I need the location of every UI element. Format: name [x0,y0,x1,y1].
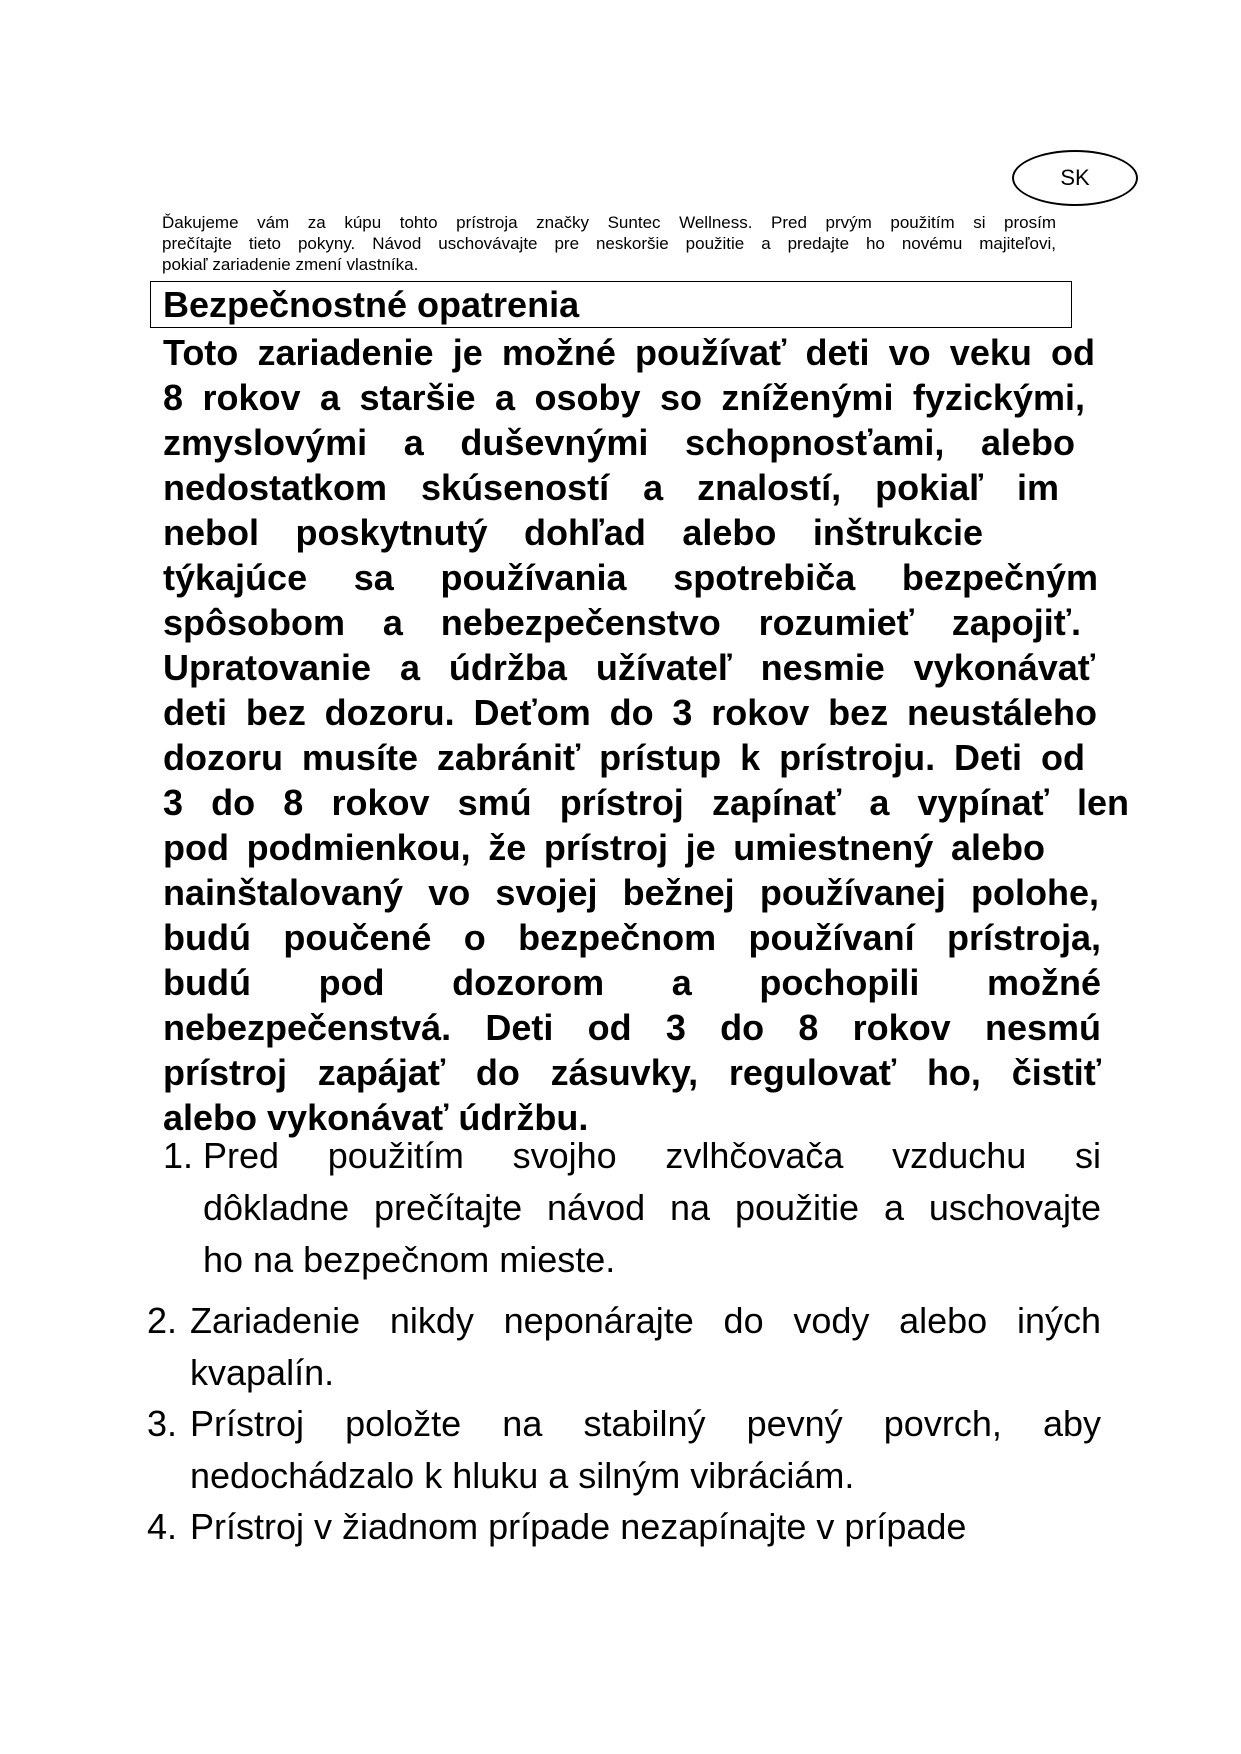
language-badge: SK [1012,150,1138,206]
intro-paragraph [162,212,1056,275]
list-item [147,1501,1103,1557]
list-item-line: kvapalín. [190,1352,335,1393]
intro-line: pokiaľ zariadenie zmení vlastníka. [162,255,419,274]
list-item-line: ho na bezpečnom mieste. [203,1239,616,1280]
intro-line: prečítajte tieto pokyny. Návod uschovávajte pre neskoršie použitie a predajte ho novému majiteľovi, [162,234,1056,253]
list-item-line: Prístroj v žiadnom prípade nezapínajte v prípade [190,1506,967,1547]
warning-line: nainštalovaný vo svojej bežnej používanej polohe, [163,872,1099,913]
warning-line: budú poučené o bezpečnom používaní prístroja, [163,917,1101,958]
warning-line: nebol poskytnutý dohľad alebo inštrukcie [163,512,983,553]
warning-line: deti bez dozoru. Deťom do 3 rokov bez neustáleho [163,692,1097,733]
list-item-number: 1. [163,1135,194,1176]
warning-line: alebo vykonávať údržbu. [163,1097,589,1138]
list-item-line: Pred použitím svojho zvlhčovača vzduchu si [203,1135,1101,1176]
warning-line: 8 rokov a staršie a osoby so zníženými fyzickými, [163,377,1085,418]
safety-warning [163,330,1129,1140]
intro-line: Ďakujeme vám za kúpu tohto prístroja značky Suntec Wellness. Pred prvým použitím si prosím [162,213,1056,232]
warning-line: 3 do 8 rokov smú prístroj zapínať a vypínať len [163,782,1129,823]
warning-line: zmyslovými a duševnými schopnosťami, alebo [163,422,1075,463]
list-item [163,1130,1103,1290]
list-item-line: Prístroj položte na stabilný pevný povrch, aby [190,1403,1101,1444]
warning-line: budú pod dozorom a pochopili možné [163,962,1101,1003]
list-item-line: dôkladne prečítajte návod na použitie a uschovajte [203,1187,1101,1228]
list-item-number: 3. [147,1403,178,1444]
list-item [147,1398,1103,1508]
list-item [147,1295,1103,1405]
list-item-line: Zariadenie nikdy neponárajte do vody alebo iných [190,1300,1101,1341]
warning-line: spôsobom a nebezpečenstvo rozumieť zapojiť. [163,602,1081,643]
warning-line: pod podmienkou, že prístroj je umiestnený alebo [163,827,1045,868]
section-title-box [150,281,1072,328]
list-item-number: 4. [147,1506,178,1547]
warning-line: prístroj zapájať do zásuvky, regulovať ho, čistiť [163,1052,1101,1093]
list-item-line: nedochádzalo k hluku a silným vibráciám. [190,1455,855,1496]
list-item-number: 2. [147,1300,178,1341]
warning-line: nedostatkom skúseností a znalostí, pokiaľ im [163,467,1059,508]
warning-line: Upratovanie a údržba užívateľ nesmie vykonávať [163,647,1095,688]
warning-line: nebezpečenstvá. Deti od 3 do 8 rokov nesmú [163,1007,1101,1048]
section-title: Bezpečnostné opatrenia [163,284,580,325]
warning-line: dozoru musíte zabrániť prístup k prístroju. Deti od [163,737,1085,778]
warning-line: Toto zariadenie je možné používať deti vo veku od [163,332,1095,373]
warning-line: týkajúce sa používania spotrebiča bezpečným [163,557,1098,598]
